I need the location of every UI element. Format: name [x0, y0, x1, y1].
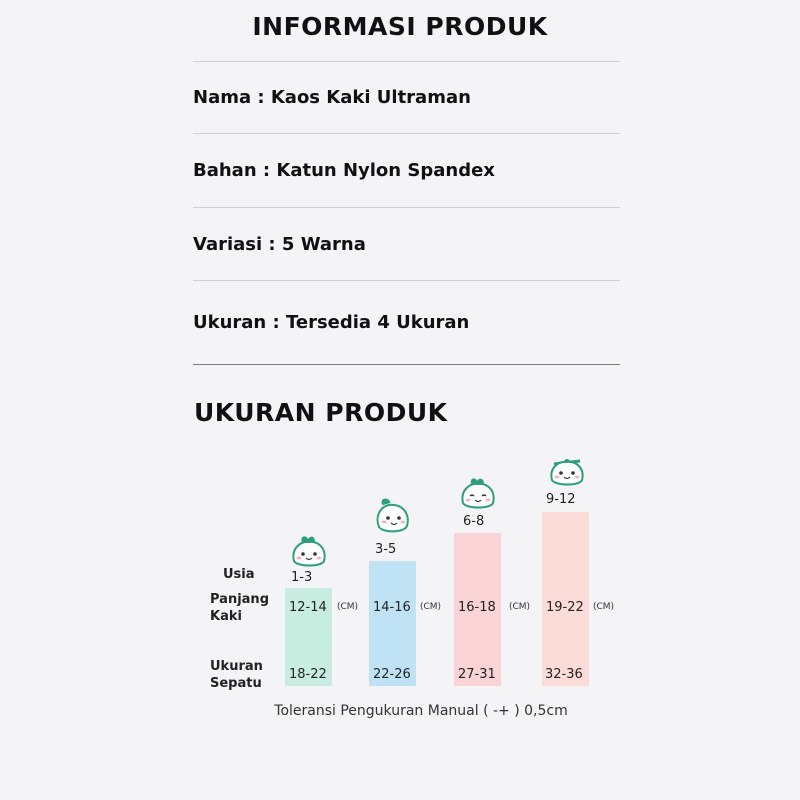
age-4: 9-12: [546, 492, 576, 507]
age-1: 1-3: [291, 570, 313, 585]
divider: [193, 133, 620, 134]
divider: [193, 207, 620, 208]
age-2: 3-5: [375, 542, 397, 557]
page-title: INFORMASI PRODUK: [252, 12, 548, 41]
measurement-tolerance-note: Toleransi Pengukuran Manual ( -+ ) 0,5cm: [274, 703, 568, 719]
dumpling-mascot-icon: [546, 452, 588, 488]
label-shoe-size-2: Sepatu: [210, 676, 262, 691]
unit-2: (CM): [420, 602, 442, 612]
dumpling-mascot-icon: [289, 534, 329, 570]
info-name: Nama : Kaos Kaki Ultraman: [193, 87, 471, 108]
foot-length-2: 14-16: [373, 600, 411, 615]
age-3: 6-8: [463, 514, 485, 529]
foot-length-1: 12-14: [289, 600, 327, 615]
label-foot-length-2: Kaki: [210, 609, 242, 624]
label-shoe-size-1: Ukuran: [210, 659, 263, 674]
shoe-size-3: 27-31: [458, 667, 496, 682]
shoe-size-2: 22-26: [373, 667, 411, 682]
label-age: Usia: [223, 567, 255, 582]
unit-3: (CM): [509, 602, 531, 612]
divider: [193, 280, 620, 281]
section-title: UKURAN PRODUK: [194, 398, 448, 427]
divider: [193, 61, 620, 62]
size-bar-4: [542, 512, 589, 686]
info-variants: Variasi : 5 Warna: [193, 234, 366, 255]
label-foot-length-1: Panjang: [210, 592, 269, 607]
info-size: Ukuran : Tersedia 4 Ukuran: [193, 312, 470, 333]
unit-4: (CM): [593, 602, 615, 612]
foot-length-4: 19-22: [546, 600, 584, 615]
dumpling-mascot-icon: [458, 476, 498, 512]
shoe-size-1: 18-22: [289, 667, 327, 682]
unit-1: (CM): [337, 602, 359, 612]
shoe-size-4: 32-36: [545, 667, 583, 682]
info-material: Bahan : Katun Nylon Spandex: [193, 160, 495, 181]
foot-length-3: 16-18: [458, 600, 496, 615]
divider: [193, 364, 620, 365]
dumpling-mascot-icon: [373, 497, 413, 537]
